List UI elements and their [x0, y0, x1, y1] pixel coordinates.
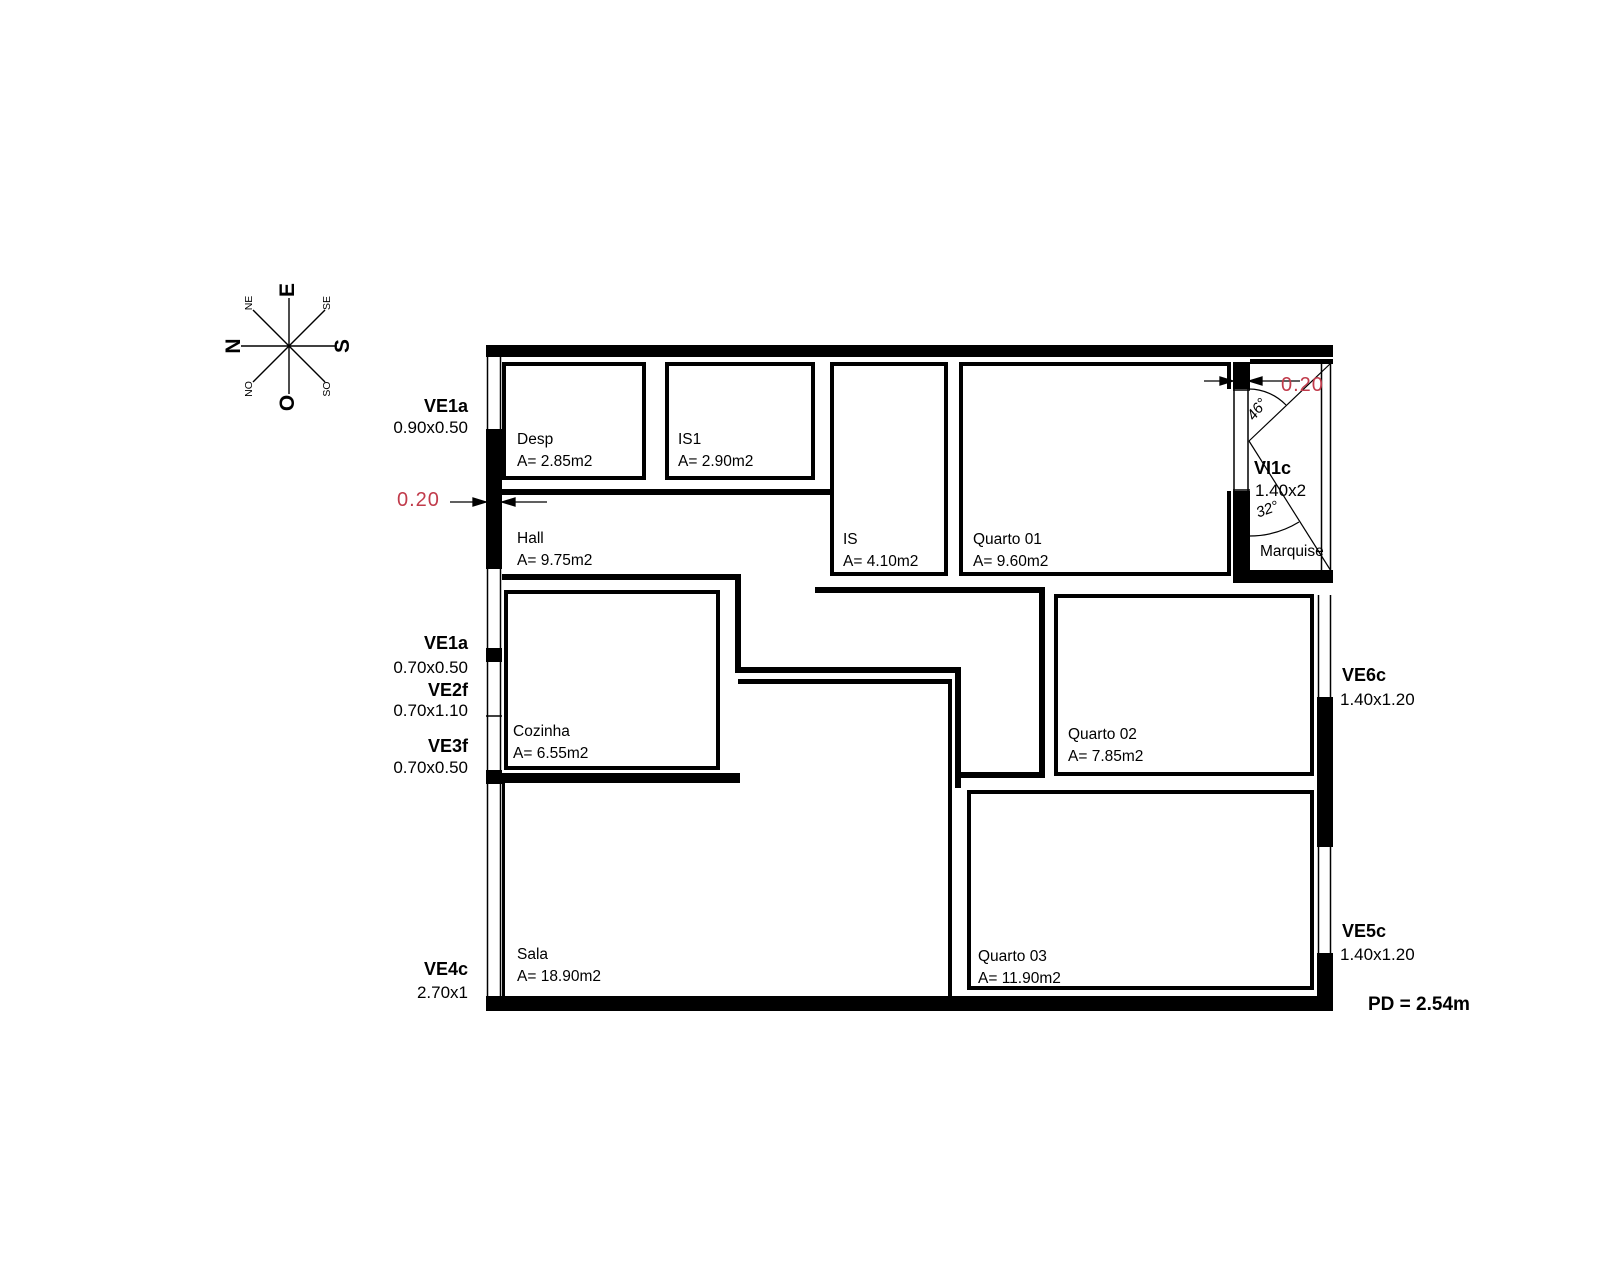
room-label-hall: Hall: [517, 530, 544, 547]
compass-west: O: [276, 394, 299, 412]
window-size-vi1c: 1.40x2: [1255, 481, 1307, 500]
room-box-cozinha: [506, 592, 718, 768]
window-code-ve6c: VE6c: [1342, 665, 1387, 685]
window-code-ve1a-top: VE1a: [423, 396, 468, 416]
compass-so: SO: [321, 381, 333, 397]
marquise-label: Marquise: [1260, 543, 1324, 560]
wall-dim-right-text: 0.20: [1281, 374, 1324, 396]
room-label-quarto02: Quarto 02: [1068, 726, 1137, 743]
window-code-ve5c: VE5c: [1342, 921, 1387, 941]
compass-north: N: [222, 338, 245, 354]
window-size-ve1a-mid: 0.70x0.50: [393, 658, 468, 677]
window-size-ve6c: 1.40x1.20: [1340, 690, 1415, 709]
window-size-ve5c: 1.40x1.20: [1340, 945, 1415, 964]
compass-no: NO: [243, 381, 255, 397]
window-code-ve2f: VE2f: [427, 680, 468, 700]
compass-ne: NE: [243, 295, 255, 311]
right-wall-windows: [1319, 364, 1331, 953]
window-code-ve1a-mid: VE1a: [423, 633, 468, 653]
angle-32-label: 32°: [1253, 497, 1281, 522]
ceiling-height-note: PD = 2.54m: [1368, 994, 1470, 1015]
room-label-is1: IS1: [678, 431, 702, 448]
room-area-quarto01: A= 9.60m2: [973, 553, 1049, 570]
window-size-ve2f: 0.70x1.10: [393, 701, 468, 720]
room-label-quarto03: Quarto 03: [978, 948, 1047, 965]
room-label-sala: Sala: [517, 946, 549, 963]
room-area-sala: A= 18.90m2: [517, 968, 602, 985]
room-area-desp: A= 2.85m2: [517, 453, 593, 470]
room-boxes: [504, 364, 1312, 988]
compass-south: S: [331, 338, 354, 354]
window-code-ve3f: VE3f: [427, 736, 468, 756]
room-label-is: IS: [843, 531, 858, 548]
window-size-ve3f: 0.70x0.50: [393, 758, 468, 777]
wall-dim-left-text: 0.20: [397, 489, 440, 511]
window-size-ve1a-top: 0.90x0.50: [393, 418, 468, 437]
room-area-is1: A= 2.90m2: [678, 453, 754, 470]
compass-rose: [241, 295, 337, 397]
angle-46-label: 46°: [1243, 395, 1272, 424]
room-area-quarto02: A= 7.85m2: [1068, 748, 1144, 765]
room-label-quarto01: Quarto 01: [973, 531, 1042, 548]
room-area-cozinha: A= 6.55m2: [513, 745, 589, 762]
window-code-ve4c: VE4c: [423, 959, 468, 979]
room-area-is: A= 4.10m2: [843, 553, 919, 570]
compass-se: SE: [321, 295, 333, 311]
window-code-vi1c: VI1c: [1254, 458, 1292, 478]
compass-east: E: [276, 282, 299, 298]
room-area-hall: A= 9.75m2: [517, 552, 593, 569]
room-label-cozinha: Cozinha: [513, 723, 570, 740]
room-label-desp: Desp: [517, 431, 554, 448]
window-size-ve4c: 2.70x1: [416, 983, 468, 1002]
room-area-quarto03: A= 11.90m2: [978, 970, 1061, 987]
